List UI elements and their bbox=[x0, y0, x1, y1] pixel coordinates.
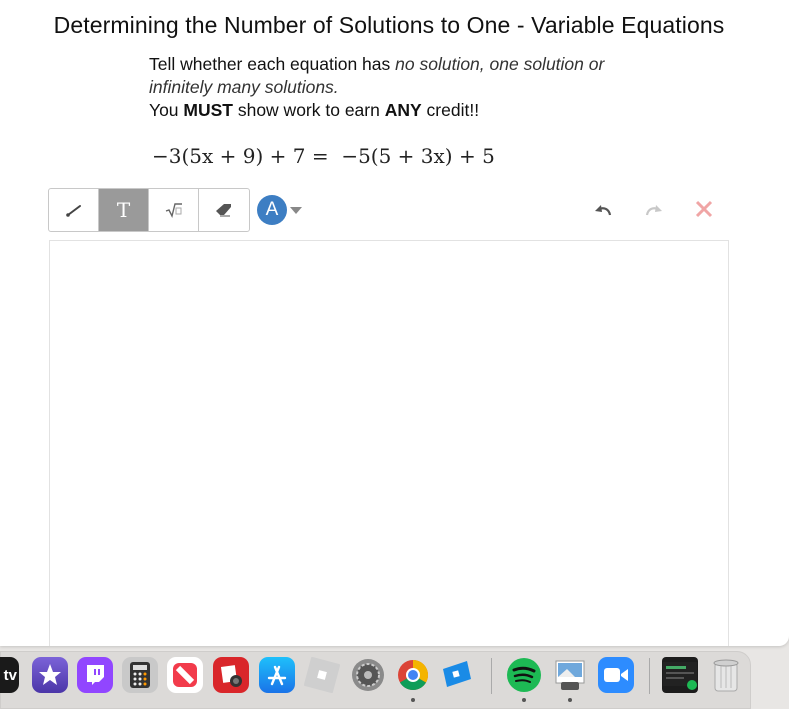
dock-item-roblox[interactable] bbox=[304, 657, 340, 693]
running-indicator bbox=[568, 698, 572, 702]
math-tool-button[interactable] bbox=[149, 189, 199, 231]
dock-item-twitch[interactable] bbox=[77, 657, 113, 693]
eraser-icon bbox=[214, 202, 234, 218]
dock-item-news[interactable] bbox=[167, 657, 203, 693]
dock-item-chrome[interactable] bbox=[395, 657, 431, 693]
spotify-icon bbox=[506, 657, 542, 693]
dock-item-zoom[interactable] bbox=[598, 657, 634, 693]
pencil-line-icon bbox=[64, 200, 84, 220]
color-picker[interactable] bbox=[257, 195, 302, 225]
instruction-text: show work to earn bbox=[232, 100, 385, 120]
equation: −3(5x + 9) + 7 = −5(5 + 3x) + 5 bbox=[152, 144, 495, 168]
eraser-tool-button[interactable] bbox=[199, 189, 249, 231]
preview-icon bbox=[553, 658, 587, 692]
sqrt-icon bbox=[164, 201, 184, 219]
clear-button[interactable] bbox=[694, 199, 714, 224]
text-tool-button[interactable] bbox=[99, 189, 149, 231]
dock-item-roblox-studio[interactable] bbox=[439, 657, 475, 693]
dock-item-calculator[interactable] bbox=[122, 657, 158, 693]
text-tool-label: T bbox=[116, 198, 131, 222]
running-indicator bbox=[522, 698, 526, 702]
calculator-icon bbox=[130, 662, 150, 688]
trash-icon bbox=[711, 657, 741, 693]
dock-item-trash[interactable] bbox=[708, 657, 744, 693]
line-tool-button[interactable] bbox=[49, 189, 99, 231]
macos-dock bbox=[0, 651, 751, 709]
news-icon bbox=[171, 661, 199, 689]
chrome-icon bbox=[397, 659, 429, 691]
camera-icon bbox=[217, 661, 245, 689]
screen-thumbnail-icon bbox=[662, 660, 698, 690]
instructions bbox=[149, 53, 649, 122]
gear-icon bbox=[351, 658, 385, 692]
instruction-bold: ANY bbox=[384, 100, 422, 120]
undo-icon bbox=[592, 199, 614, 221]
dock-item-spotify[interactable] bbox=[506, 657, 542, 693]
roblox-icon bbox=[304, 657, 340, 693]
color-swatch[interactable]: A bbox=[257, 195, 287, 225]
dock-item-photo-booth[interactable] bbox=[213, 657, 249, 693]
dock-separator bbox=[649, 658, 650, 694]
redo-button[interactable] bbox=[643, 199, 665, 226]
dock-item-screen-recording[interactable] bbox=[662, 657, 698, 693]
chevron-down-icon[interactable] bbox=[290, 207, 302, 214]
apple-tv-label: tv bbox=[3, 666, 17, 684]
undo-button[interactable] bbox=[592, 199, 614, 226]
page-title: Determining the Number of Solutions to One - Variable Equations bbox=[53, 12, 725, 38]
dock-item-system-preferences[interactable] bbox=[350, 657, 386, 693]
instruction-italic: no solution, one solution or infinitely many solutions. bbox=[149, 54, 605, 97]
video-camera-icon bbox=[603, 666, 629, 684]
running-indicator bbox=[411, 698, 415, 702]
close-icon bbox=[694, 199, 714, 219]
dock-separator bbox=[491, 658, 492, 694]
dock-item-preview[interactable] bbox=[552, 657, 588, 693]
twitch-icon bbox=[84, 663, 106, 687]
star-icon bbox=[37, 662, 63, 688]
instruction-text: credit!! bbox=[421, 100, 480, 120]
drawing-canvas[interactable] bbox=[49, 240, 729, 646]
dock-item-apple-tv[interactable] bbox=[0, 657, 19, 693]
dock-item-imovie[interactable] bbox=[32, 657, 68, 693]
drawing-toolbar bbox=[48, 188, 250, 232]
instruction-bold: MUST bbox=[183, 100, 233, 120]
dock-item-app-store[interactable] bbox=[259, 657, 295, 693]
app-store-icon bbox=[264, 662, 290, 688]
instruction-text: You bbox=[149, 100, 184, 120]
instruction-text: Tell whether each equation has bbox=[149, 54, 396, 74]
roblox-studio-icon bbox=[439, 657, 475, 693]
redo-icon bbox=[643, 199, 665, 221]
